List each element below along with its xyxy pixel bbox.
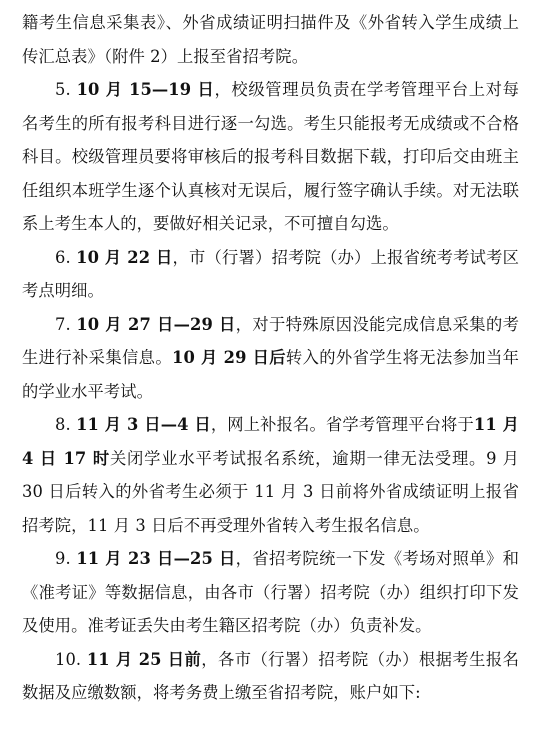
paragraph-item-6 xyxy=(22,241,519,308)
paragraph-item-7 xyxy=(22,308,519,409)
date-bold: 11 月 4 日 17 时 xyxy=(22,415,519,468)
date-bold: 10 月 27 日—29 日 xyxy=(76,314,236,334)
text-run: 籍考生信息采集表》、外省成绩证明扫描件及《外省转入学生成绩上传汇总表》（附件 2）上报至省招考院。 xyxy=(22,13,519,66)
date-bold: 10 月 22 日 xyxy=(76,247,173,267)
text-run: ，各市（行署）招考院（办）根据考生报名数据及应缴数额，将考务费上缴至省招考院，账户如下: xyxy=(22,649,520,702)
text-run: ，校级管理员负责在学考管理平台上对每名考生的所有报考科目进行逐一勾选。考生只能报考无成绩或不合格科目。校级管理员要将审核后的报考科目数据下载，打印后交由班主任组织本班学生逐个认真核对无误后，履行签字确认手续。对无法联系上考生本人的，要做好相关记录，不可擅自勾选。 xyxy=(22,80,519,233)
text-run: ，对于特殊原因没能完成信息采集的考生进行补采集信息。 xyxy=(22,314,520,367)
text-run: ，网上补报名。省学考管理平台将于 xyxy=(210,415,474,434)
date-bold: 10 月 29 日后 xyxy=(172,348,286,367)
paragraph-continued xyxy=(22,6,519,73)
item-number: 10. xyxy=(55,649,87,669)
text-run: ，省招考院统一下发《考场对照单》和《准考证》等数据信息，由各市（行署）招考院（办）组织打印下发及使用。准考证丢失由考生籍区招考院（办）负责补发。 xyxy=(22,549,520,635)
date-bold: 10 月 15—19 日 xyxy=(76,80,215,99)
paragraph-item-5 xyxy=(22,73,519,241)
paragraph-item-8 xyxy=(22,408,519,542)
text-run: 关闭学业水平考试报名系统，逾期一律无法受理。9 月 30 日后转入的外省考生必须于 11 月 3 日前将外省成绩证明上报省招考院，11 月 3 日后不再受理外省转入考生报名信息。 xyxy=(22,448,519,535)
paragraph-item-9 xyxy=(22,542,519,643)
text-run: ，市（行署）招考院（办）上报省统考考试考区考点明细。 xyxy=(22,247,519,300)
paragraph-item-10 xyxy=(22,643,519,710)
text-run: 转入的外省学生将无法参加当年的学业水平考试。 xyxy=(22,348,519,401)
item-number: 9. xyxy=(55,549,77,568)
date-bold: 11 月 25 日前 xyxy=(86,649,202,669)
item-number: 7. xyxy=(55,314,77,334)
item-number: 5. xyxy=(55,80,77,99)
item-number: 6. xyxy=(55,247,77,267)
date-bold: 11 月 3 日—4 日 xyxy=(76,415,211,434)
item-number: 8. xyxy=(55,415,77,434)
date-bold: 11 月 23 日—25 日 xyxy=(76,549,236,568)
